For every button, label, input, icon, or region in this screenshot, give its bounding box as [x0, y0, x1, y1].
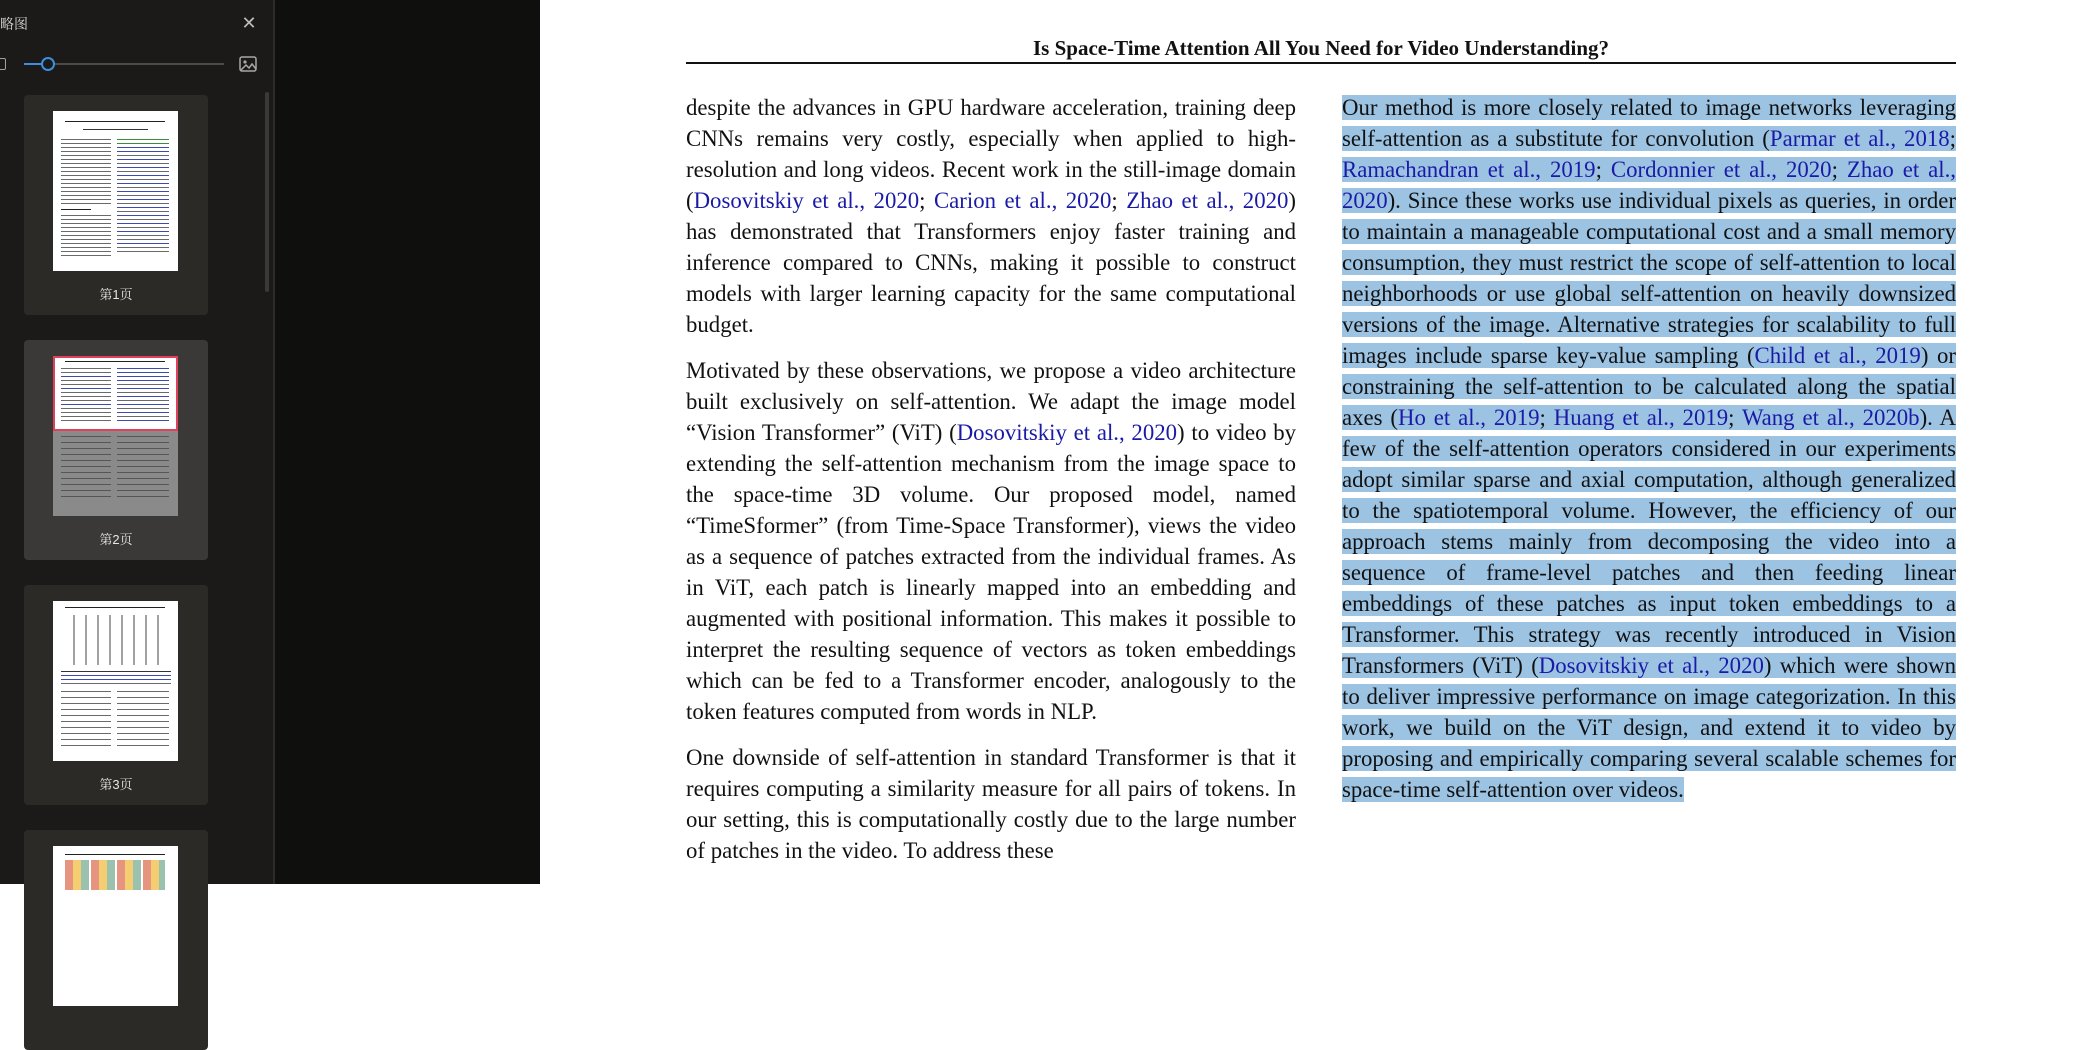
citation-link[interactable]: Zhao et al., 2020: [1342, 157, 1956, 213]
citation-link[interactable]: Carion et al., 2020: [933, 188, 1112, 213]
text-run: One downside of self-attention in standard Transformer is that it requires computing a similarity measure for all pairs of tokens. In our setting, this is computationally costly due to the large number of patches in the video. To address these: [686, 745, 1296, 863]
citation-link[interactable]: Ramachandran et al., 2019: [1342, 157, 1596, 182]
thumbnail-page-3[interactable]: [24, 585, 208, 805]
text-run: Motivated by these observations, we propose a video architecture built exclusively on self-attention. We adapt the image model “Vision Transformer” (ViT) (: [686, 358, 1296, 445]
text-run: Our method is more closely related to image networks leveraging self-attention as a substitute for convolution (: [1342, 95, 1956, 151]
thumbnail-sidebar: [0, 0, 273, 884]
left-column: [686, 92, 1296, 881]
header-rule: [686, 62, 1956, 64]
close-icon[interactable]: ✕: [241, 13, 257, 33]
thumbnail-label: 第2页: [99, 532, 133, 547]
citation-link[interactable]: Dosovitskiy et al., 2020: [693, 188, 920, 213]
text-run: despite the advances in GPU hardware acceleration, training deep CNNs remains very costly, especially when applied to high-resolution and long videos. Recent work in the still-image domain (: [686, 95, 1296, 213]
thumbnail-page-4[interactable]: [24, 830, 208, 1050]
selected-paragraph: [1342, 92, 1956, 805]
citation-link[interactable]: Dosovitskiy et al., 2020: [1538, 653, 1764, 678]
text-run: ;: [1949, 126, 1956, 151]
text-run: ) has demonstrated that Transformers enjoy faster training and inference compared to CNNs, making it possible to construct models with larger learning capacity for the same computational budget.: [686, 188, 1296, 337]
text-run: ). A few of the self-attention operators considered in our experiments adopt similar sparse and axial computation, although generalized to the spatiotemporal volume. However, the efficiency of our approach stems mainly from decomposing the video into a sequence of frame-level patches and then feeding linear embeddings of these patches as input token embeddings to a Transformer. This strategy was recently introduced in Vision Transformers (ViT) (: [1342, 405, 1956, 678]
running-header: Is Space-Time Attention All You Need for Video Understanding?: [1033, 36, 1609, 60]
thumbnail-image: [53, 846, 178, 1006]
thumbnail-page-2[interactable]: [24, 340, 208, 560]
zoom-out-icon[interactable]: [0, 58, 6, 70]
text-run: ;: [1595, 157, 1611, 182]
text-run: ). Since these works use individual pixels as queries, in order to maintain a manageable computational cost and a small memory consumption, they must restrict the scope of self-attention to local neighborhoods or use global self-attention on heavily downsized versions of the image. Alternative strategies for scalability to full images include sparse key-value sampling (: [1342, 188, 1956, 368]
text-run: ) which were shown to deliver impressive performance on image categorization. In this work, we build on the ViT design, and extend it to video by proposing and empirically comparing several scalable schemes for space-time self-attention over videos.: [1342, 653, 1957, 802]
citation-link[interactable]: Ho et al., 2019: [1398, 405, 1540, 430]
thumbnail-label: 第1页: [99, 287, 133, 302]
slider-thumb[interactable]: [41, 57, 55, 71]
text-run: ) to video by extending the self-attention mechanism from the image space to the space-time 3D volume. Our proposed model, named “TimeSformer” (from Time-Space Transformer), views the video as a sequence of patches extracted from the individual frames. As in ViT, each patch is linearly mapped into an embedding and augmented with positional information. This makes it possible to interpret the resulting sequence of vectors as token embeddings which can be fed to a Transformer encoder, analogously to the token features computed from words in NLP.: [686, 420, 1297, 724]
right-column: [1342, 92, 1956, 820]
text-run: ;: [1728, 405, 1742, 430]
text-run: ;: [1539, 405, 1554, 430]
text-run: ;: [919, 188, 934, 213]
citation-link[interactable]: Dosovitskiy et al., 2020: [956, 420, 1178, 445]
text-run: ;: [1831, 157, 1847, 182]
image-view-icon[interactable]: [239, 56, 257, 72]
text-run: ) or constraining the self-attention to be calculated along the spatial axes (: [1342, 343, 1956, 430]
citation-link[interactable]: Child et al., 2019: [1754, 343, 1921, 368]
citation-link[interactable]: Parmar et al., 2018: [1769, 126, 1950, 151]
citation-link[interactable]: Wang et al., 2020b: [1741, 405, 1920, 430]
document-page: [540, 0, 2100, 884]
paragraph: [686, 355, 1296, 727]
citation-link[interactable]: Huang et al., 2019: [1553, 405, 1729, 430]
thumbnail-image: [53, 356, 178, 516]
thumbnail-label: 第3页: [99, 777, 133, 792]
thumbnail-page-1[interactable]: [24, 95, 208, 315]
paragraph: [686, 742, 1296, 866]
sidebar-scrollbar[interactable]: [265, 92, 269, 292]
citation-link[interactable]: Zhao et al., 2020: [1126, 188, 1289, 213]
paragraph: [686, 92, 1296, 340]
text-run: ;: [1111, 188, 1127, 213]
thumbnail-image: [53, 601, 178, 761]
citation-link[interactable]: Cordonnier et al., 2020: [1610, 157, 1832, 182]
document-gutter: [275, 0, 540, 884]
sidebar-title: 略图: [0, 16, 28, 32]
thumbnail-image: [53, 111, 178, 271]
